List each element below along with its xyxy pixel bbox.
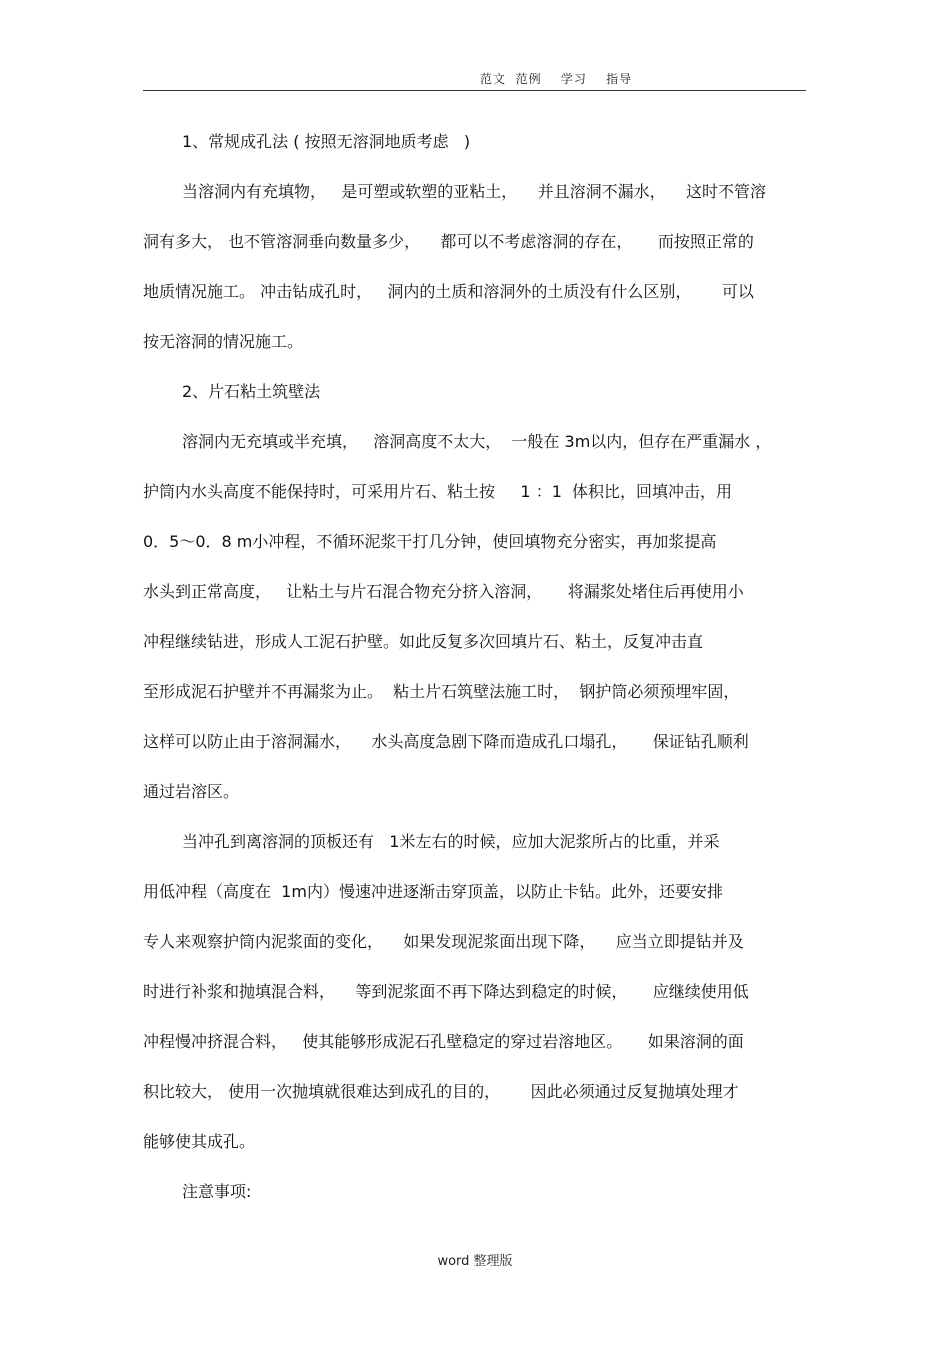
paragraph-line: 洞有多大， 也不管溶洞垂向数量多少， 都可以不考虑溶洞的存在， 而按照正常的 xyxy=(143,232,754,251)
paragraph-line: 水头到正常高度， 让粘土与片石混合物充分挤入溶洞， 将漏浆处堵住后再使用小 xyxy=(143,582,744,601)
paragraph-line: 专人来观察护筒内泥浆面的变化， 如果发现泥浆面出现下降， 应当立即提钻并及 xyxy=(143,932,744,951)
paragraph-line: 冲程继续钻进，形成人工泥石护壁。如此反复多次回填片石、粘土，反复冲击直 xyxy=(143,632,704,651)
header-text: 范文 范例 学习 指导 xyxy=(480,72,633,86)
paragraph-line: 这样可以防止由于溶洞漏水， 水头高度急剧下降而造成孔口塌孔， 保证钻孔顺利 xyxy=(143,732,749,751)
paragraph-line: 当冲孔到离溶洞的顶板还有 1米左右的时候，应加大泥浆所占的比重，并采 xyxy=(182,832,720,851)
paragraph-line: 按无溶洞的情况施工。 xyxy=(143,332,304,351)
paragraph-line: 能够使其成孔。 xyxy=(143,1132,256,1151)
paragraph-line: 积比较大， 使用一次抛填就很难达到成孔的目的， 因此必须通过反复抛填处理才 xyxy=(143,1082,739,1101)
paragraph-line: 当溶洞内有充填物， 是可塑或软塑的亚粘土， 并且溶洞不漏水， 这时不管溶 xyxy=(182,182,766,201)
paragraph-line: 用低冲程（高度在 1m内）慢速冲进逐渐击穿顶盖，以防止卡钻。此外，还要安排 xyxy=(143,882,723,901)
header-rule xyxy=(143,90,806,91)
notes-heading: 注意事项: xyxy=(182,1182,252,1201)
paragraph-line: 冲程慢冲挤混合料， 使其能够形成泥石孔壁稳定的穿过岩溶地区。 如果溶洞的面 xyxy=(143,1032,744,1051)
paragraph-line: 0．5～0．8 m小冲程，不循环泥浆干打几分钟，使回填物充分密实，再加浆提高 xyxy=(143,532,717,551)
section-heading-2: 2、片石粘土筑壁法 xyxy=(182,382,321,401)
paragraph-line: 溶洞内无充填或半充填， 溶洞高度不太大， 一般在 3m以内，但存在严重漏水 ， xyxy=(182,432,772,451)
paragraph-line: 至形成泥石护壁并不再漏浆为止。 粘土片石筑壁法施工时， 钢护筒必须预埋牢固， xyxy=(143,682,740,701)
paragraph-line: 地质情况施工。 冲击钻成孔时， 洞内的土质和溶洞外的土质没有什么区别， 可以 xyxy=(143,282,754,301)
page-header xyxy=(143,68,806,92)
paragraph-line: 护筒内水头高度不能保持时，可采用片石、粘土按 1 ：1 体积比，回填冲击，用 xyxy=(143,482,733,501)
paragraph-line: 通过岩溶区。 xyxy=(143,782,240,801)
page-footer: word 整理版 xyxy=(437,1254,513,1269)
paragraph-line: 时进行补浆和抛填混合料， 等到泥浆面不再下降达到稳定的时候， 应继续使用低 xyxy=(143,982,749,1001)
section-heading-1: 1、常规成孔法 ( 按照无溶洞地质考虑 ) xyxy=(182,132,471,151)
